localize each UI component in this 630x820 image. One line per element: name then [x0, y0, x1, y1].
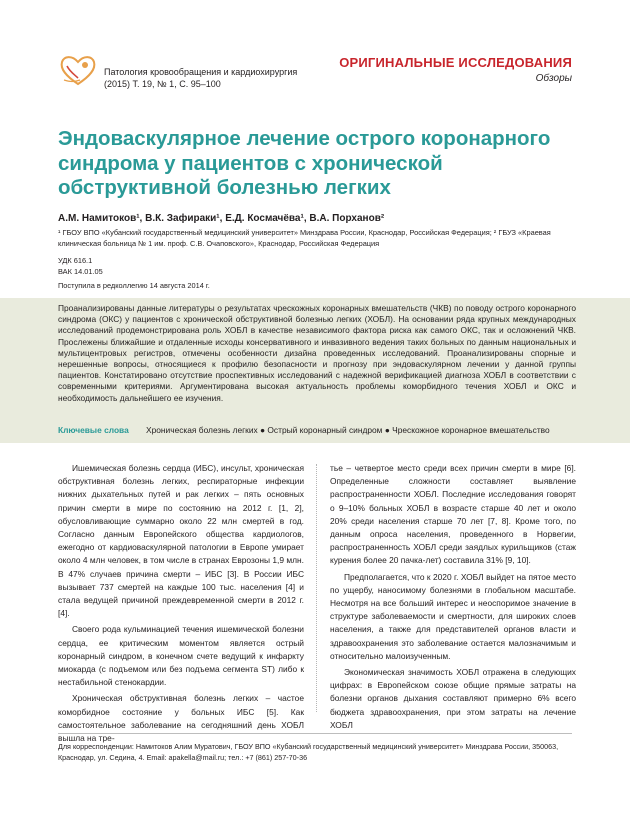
vak-code: ВАК 14.01.05 [58, 266, 103, 276]
body-paragraph: тье – четвертое место среди всех причин смерти в мире [6]. Определенные сложности составляет выявление распространенности ХОБЛ. Последние исследования говорят о 9–10% больных ХОБЛ в возрасте старше 40 лет и около 20% среди населения старше 70 лет [7, 8]. Кроме того, по данным опроса населения, проведенного в Норвегии, распространенность ХОБЛ среди заядлых курильщиков (стаж курения более 20 пачка-лет) составила 31% [9, 10]. [330, 463, 576, 566]
section-subtitle: Обзоры [535, 73, 572, 84]
body-column-right [330, 462, 576, 735]
abstract-text: Проанализированы данные литературы о результатах чрескожных коронарных вмешательств (ЧКВ) по поводу острого коронарного синдрома (ОКС) у пациентов с хронической обструктивной болезнью легких (ХОБЛ). На основании ряда крупных международных исследований продемонстрирована роль ХОБЛ в качестве независимого фактора риска как самого ОКС, так и осложнений ЧКВ. Прослежены ближайшие и отдаленные исходы консервативного и инвазивного ведения таких больных по данным национальных и мультицентровых регистров, отмечены особенности дизайна проведенных исследований. Проанализированы спорные и нерешенные вопросы, относящиеся к профилю безопасности и прогнозу при эндоваскулярном лечении у данной группы пациентов. Констатировано отсутствие проспективных исследований с надежной верификацией диагноза ХОБЛ в соответствии с современными критериями. Аргументирована высокая актуальность проблемы коморбидного течения ХОБЛ и ОКС и необходимость дальнейшего ее изучения. [58, 303, 576, 403]
udk-code: УДК 616.1 [58, 256, 93, 265]
correspondence-footnote: Для корреспонденции: Намитоков Алим Муратович, ГБОУ ВПО «Кубанский государственный медицинский университет» Минздрава России, 350063, Краснодар, ул. Седина, 4. Email: apakella@mail.ru; тел.: +7 (861) 257-70-36 [58, 742, 559, 762]
journal-name: Патология кровообращения и кардиохирургия [104, 67, 298, 77]
classification-codes [58, 256, 103, 277]
body-paragraph: Экономическая значимость ХОБЛ отражена в следующих цифрах: в Европейском союзе общие прямые затраты на болезни органов дыхания составляют примерно 6% всего бюджета здравоохранения, при этом затраты на лечение ХОБЛ [330, 667, 576, 730]
footnote-rule [58, 733, 572, 734]
body-paragraph: Предполагается, что к 2020 г. ХОБЛ выйдет на пятое место по ущербу, наносимому болезнями в глобальном масштабе. Несмотря на все больший интерес и неоспоримое значение в структуре заболеваемости и смертности, для широких слоев населения, а также для представителей органов власти и здравоохранения это заболевание остается малозначимым и относительно малоизученным. [330, 571, 576, 661]
heart-emblem-icon [58, 52, 98, 88]
author-list: А.М. Намитоков¹, В.К. Зафираки¹, Е.Д. Космачёва¹, В.А. Порханов² [58, 213, 385, 224]
section-title: ОРИГИНАЛЬНЫЕ ИССЛЕДОВАНИЯ [339, 55, 572, 70]
body-paragraph: Ишемическая болезнь сердца (ИБС), инсульт, хроническая обструктивная болезнь легких, респираторные инфекции нижних дыхательных путей и рак легких – пять основных причин смерти в мире по состоянию на 2012 г. [1, 2], обусловливающие суммарно около 22 млн смертей в год. Согласно данным Европейского общества кардиологов, ежегодно от кардиоваскулярной патологии в Европе умирает около 4 млн человек, в том числе в странах Еврозоны 1,9 млн. В 47% случаев причина смерти – ИБС [3]. В России ИБС вызывает 737 смертей на каждые 100 тыс. населения [4] и стала ведущей причиной преждевременной смерти в 2012 г. [4]. [58, 463, 304, 619]
received-date: Поступила в редколлегию 14 августа 2014 г. [58, 281, 210, 290]
journal-citation [104, 66, 297, 90]
body-column-left [58, 462, 304, 748]
body-paragraph: Своего рода кульминацией течения ишемической болезни сердца, ее критическим моментом является острый коронарный синдром, в конечном счете ведущий к инфаркту миокарда (с подъемом или без подъема сегмента ST) либо к нестабильной стенокардии. [58, 624, 304, 688]
journal-issue: (2015) Т. 19, № 1, С. 95–100 [104, 79, 221, 89]
keywords-list: Хроническая болезнь легких ● Острый коронарный синдром ● Чрескожное коронарное вмешательство [146, 425, 550, 435]
body-paragraph: Хроническая обструктивная болезнь легких – частое коморбидное состояние у больных ИБС [5]. Как самостоятельное заболевание на сегодняшний день ХОБЛ вышла на тре- [58, 693, 304, 744]
article-title: Эндоваскулярное лечение острого коронарного синдрома у пациентов с хронической обструктивной болезнью легких [58, 127, 551, 199]
column-divider [316, 464, 317, 712]
affiliations: ¹ ГБОУ ВПО «Кубанский государственный медицинский университет» Минздрава России, Краснодар, Российская Федерация; ² ГБУЗ «Краевая клиническая больница № 1 им. проф. С.В. Очаповского», Краснодар, Российская Федерация [58, 228, 551, 248]
keywords-label: Ключевые слова [58, 425, 129, 435]
